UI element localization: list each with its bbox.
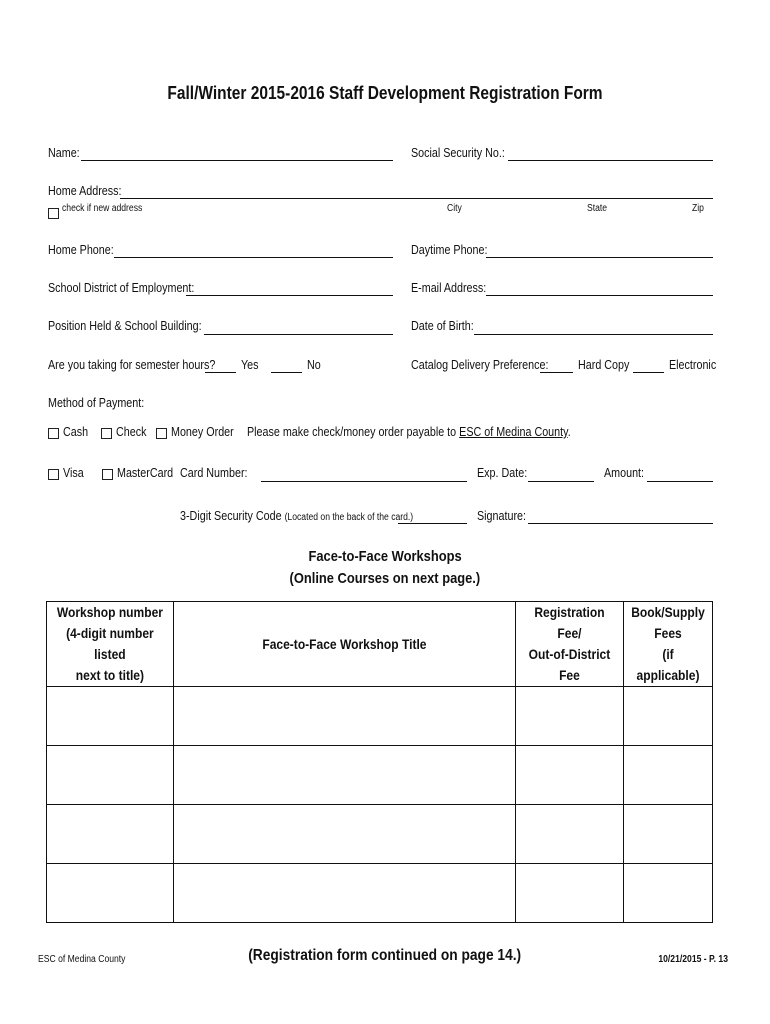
name-label: Name: [48, 146, 80, 160]
registration-fee-cell[interactable] [516, 864, 624, 923]
new-address-checkbox[interactable] [48, 208, 59, 219]
visa-label: Visa [63, 466, 84, 480]
book-fee-cell[interactable] [623, 687, 712, 746]
catalog-pref-label: Catalog Delivery Preference: [411, 358, 549, 372]
home-phone-label: Home Phone: [48, 243, 114, 257]
col-workshop-number [47, 602, 174, 687]
payable-period: . [567, 425, 571, 439]
cash-checkbox[interactable] [48, 428, 59, 439]
table-header-row [47, 602, 713, 687]
signature-field[interactable] [528, 523, 713, 524]
workshop-number-cell[interactable] [47, 746, 174, 805]
email-field[interactable] [486, 295, 713, 296]
footer-center: (Registration form continued on page 14.) [248, 947, 522, 964]
catalog-electronic-blank[interactable] [633, 372, 664, 373]
form-title: Fall/Winter 2015-2016 Staff Development Registration Form [167, 83, 603, 103]
table-row [47, 687, 713, 746]
col-workshop-number-line2: (4-digit number listed [66, 625, 154, 662]
school-district-label: School District of Employment: [48, 281, 195, 295]
security-code-field[interactable] [398, 523, 467, 524]
amount-field[interactable] [647, 481, 713, 482]
table-row [47, 746, 713, 805]
catalog-hardcopy-blank[interactable] [540, 372, 573, 373]
table-row [47, 805, 713, 864]
semester-yes-blank[interactable] [205, 372, 236, 373]
visa-checkbox[interactable] [48, 469, 59, 480]
position-field[interactable] [204, 334, 393, 335]
col-registration-fee-line3: Fee [559, 667, 580, 683]
state-label: State [587, 203, 608, 214]
payable-note-text: Please make check/money order payable to [247, 425, 457, 439]
col-book-fees-line2: Fees [654, 625, 682, 641]
daytime-phone-field[interactable] [486, 257, 713, 258]
workshop-title-cell[interactable] [173, 864, 515, 923]
email-label: E-mail Address: [411, 281, 487, 295]
security-code-label [180, 509, 413, 523]
home-address-field[interactable] [120, 198, 713, 199]
mastercard-label: MasterCard [117, 466, 174, 480]
zip-label: Zip [692, 203, 704, 214]
payment-method-label: Method of Payment: [48, 396, 145, 410]
daytime-phone-label: Daytime Phone: [411, 243, 488, 257]
col-registration-fee-line2: Out-of-District [528, 646, 611, 662]
footer-right-wrap [647, 954, 728, 965]
payable-note [247, 425, 571, 439]
card-number-field[interactable] [261, 481, 467, 482]
semester-yes-label: Yes [241, 358, 259, 372]
col-workshop-title-line1: Face-to-Face Workshop Title [262, 635, 427, 652]
amount-label: Amount: [604, 466, 645, 480]
col-book-fees-line1: Book/Supply [631, 604, 705, 620]
security-code-note: (Located on the back of the card.) [284, 512, 414, 523]
name-field[interactable] [81, 160, 393, 161]
home-address-label: Home Address: [48, 184, 122, 198]
col-book-fees [623, 602, 712, 687]
registration-fee-cell[interactable] [516, 805, 624, 864]
catalog-electronic-label: Electronic [669, 358, 717, 372]
col-book-fees-line3: (if applicable) [636, 646, 700, 683]
home-phone-field[interactable] [114, 257, 393, 258]
security-code-text: 3-Digit Security Code [180, 509, 282, 523]
position-label: Position Held & School Building: [48, 319, 202, 333]
ssn-label: Social Security No.: [411, 146, 505, 160]
workshop-title-cell[interactable] [173, 746, 515, 805]
footer-right: 10/21/2015 - P. 13 [658, 954, 728, 965]
workshop-number-cell[interactable] [47, 805, 174, 864]
dob-field[interactable] [474, 334, 713, 335]
dob-label: Date of Birth: [411, 319, 474, 333]
mastercard-checkbox[interactable] [102, 469, 113, 480]
workshop-number-cell[interactable] [47, 864, 174, 923]
payable-to: ESC of Medina County [459, 425, 568, 439]
ssn-field[interactable] [508, 160, 713, 161]
workshops-heading: Face-to-Face Workshops [308, 548, 462, 565]
book-fee-cell[interactable] [623, 746, 712, 805]
money-order-checkbox[interactable] [156, 428, 167, 439]
registration-fee-cell[interactable] [516, 687, 624, 746]
workshop-number-cell[interactable] [47, 687, 174, 746]
workshops-table [46, 601, 713, 923]
footer-left: ESC of Medina County [38, 954, 126, 965]
workshops-subheading: (Online Courses on next page.) [289, 570, 481, 587]
new-address-label: check if new address [62, 203, 143, 214]
school-district-field[interactable] [186, 295, 393, 296]
col-workshop-title [173, 602, 515, 687]
col-workshop-number-line3: next to title) [75, 667, 145, 683]
workshops-subheading-wrap [0, 570, 770, 587]
col-workshop-number-line1: Workshop number [56, 604, 163, 620]
col-registration-fee [516, 602, 624, 687]
check-label: Check [116, 425, 147, 439]
exp-date-field[interactable] [528, 481, 594, 482]
signature-label: Signature: [477, 509, 527, 523]
card-number-label: Card Number: [180, 466, 248, 480]
semester-hours-label: Are you taking for semester hours? [48, 358, 216, 372]
workshop-title-cell[interactable] [173, 805, 515, 864]
workshop-title-cell[interactable] [173, 687, 515, 746]
workshops-heading-wrap [0, 548, 770, 565]
money-order-label: Money Order [171, 425, 234, 439]
book-fee-cell[interactable] [623, 864, 712, 923]
check-checkbox[interactable] [101, 428, 112, 439]
semester-no-blank[interactable] [271, 372, 302, 373]
cash-label: Cash [63, 425, 89, 439]
book-fee-cell[interactable] [623, 805, 712, 864]
semester-no-label: No [307, 358, 321, 372]
col-registration-fee-line1: Registration Fee/ [534, 604, 605, 641]
table-row [47, 864, 713, 923]
exp-date-label: Exp. Date: [477, 466, 528, 480]
city-label: City [447, 203, 462, 214]
catalog-hardcopy-label: Hard Copy [578, 358, 630, 372]
registration-fee-cell[interactable] [516, 746, 624, 805]
